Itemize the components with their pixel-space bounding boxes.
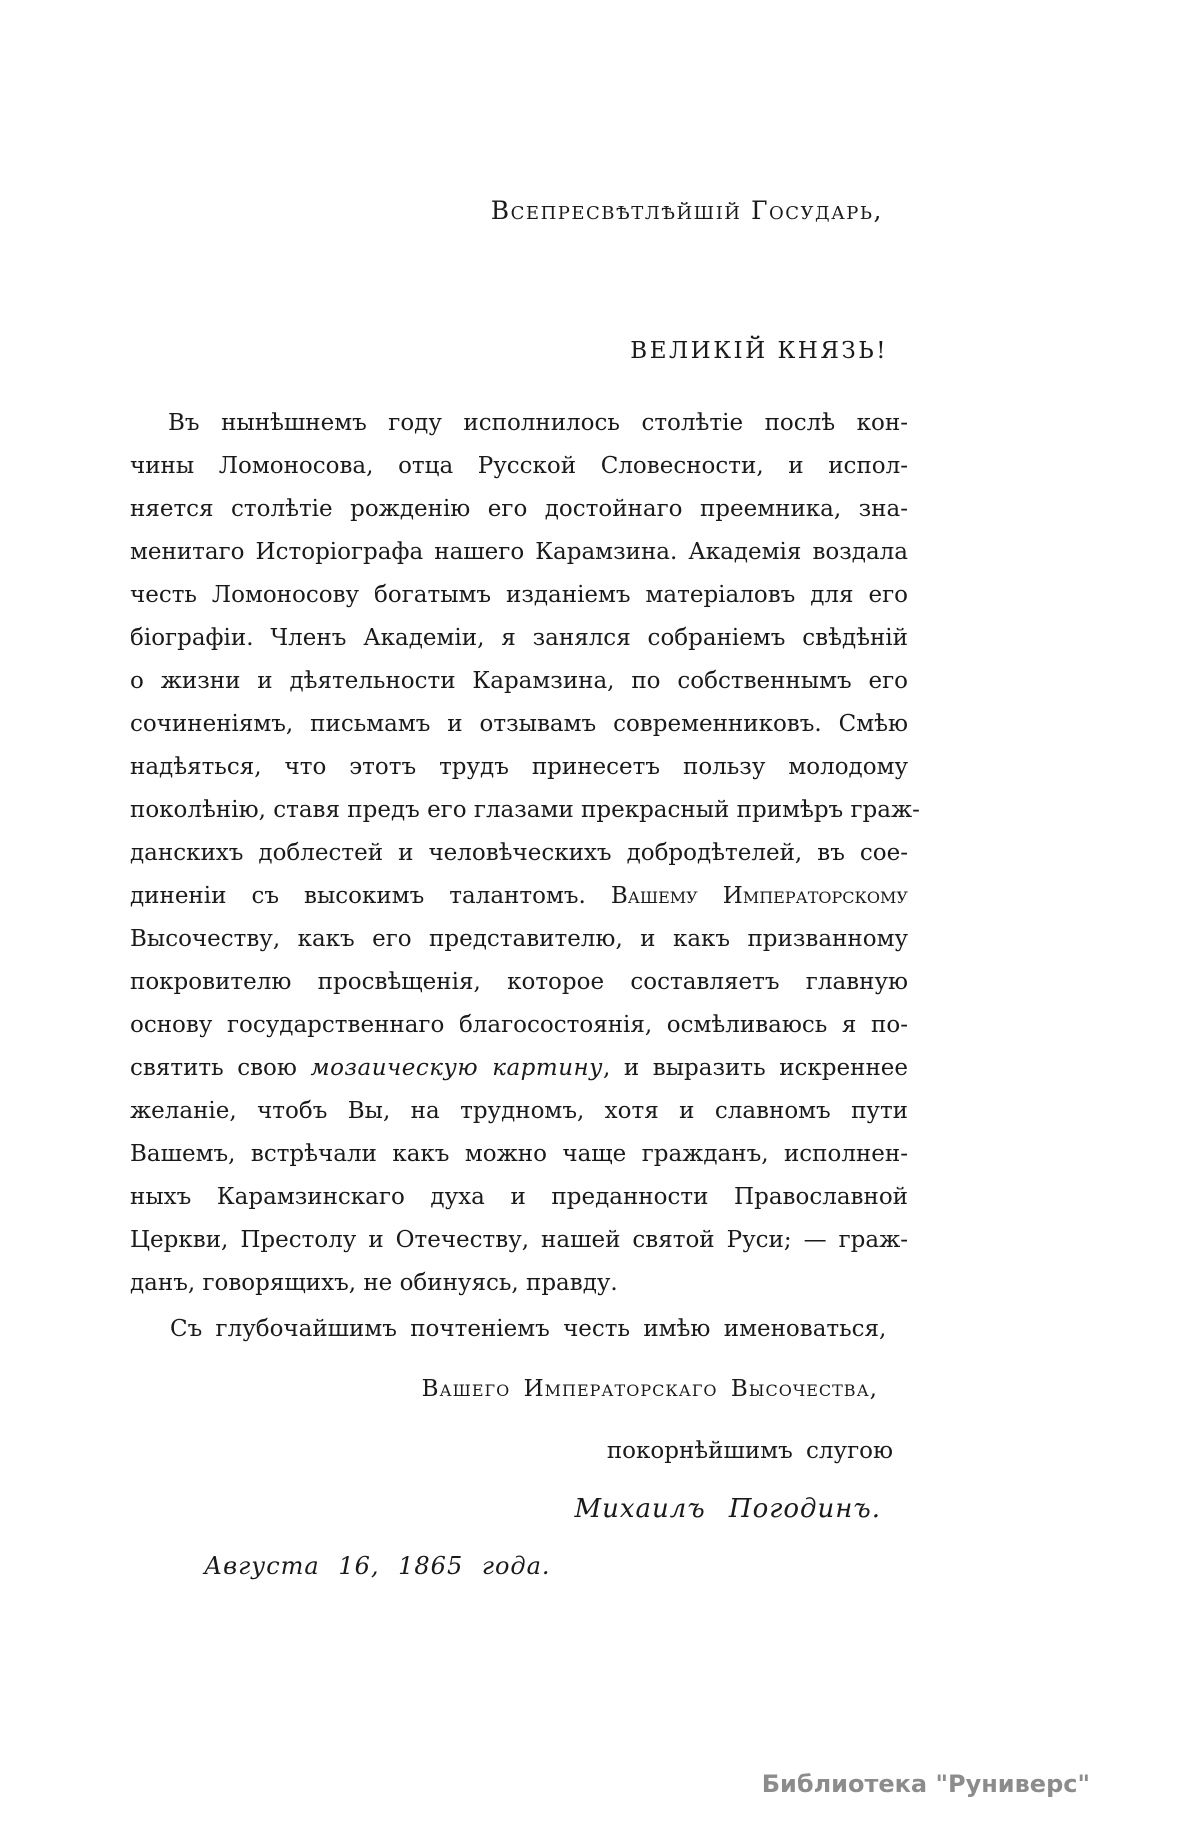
imperial-title-smallcaps: Вашему Императорскому: [610, 883, 908, 909]
paragraph-line: сочиненіямъ, письмамъ и отзывамъ современниковъ. Смѣю: [130, 711, 908, 737]
salutation-text: Всепресвѣтлѣйшій Государь,: [490, 196, 883, 225]
paragraph-line: честь Ломоносову богатымъ изданіемъ матеріаловъ для его: [130, 582, 908, 608]
paragraph-line-text: , и выразить искреннее: [603, 1055, 908, 1081]
closing-respect-line: Съ глубочайшимъ почтеніемъ честь имѣю именоваться,: [170, 1316, 887, 1342]
paragraph-line: данскихъ доблестей и человѣческихъ добродѣтелей, въ сое-: [130, 840, 908, 866]
paragraph-line: Вашемъ, встрѣчали какъ можно чаще гражданъ, исполнен-: [130, 1141, 908, 1167]
closing-humble-servant-line: покорнѣйшимъ слугою: [606, 1438, 893, 1464]
library-watermark: Библиотека "Руниверс": [761, 1770, 1090, 1798]
paragraph-line: чины Ломоносова, отца Русской Словесности, и испол-: [130, 453, 908, 479]
date-line: Августа 16, 1865 года.: [204, 1552, 551, 1580]
paragraph-line: Высочеству, какъ его представителю, и какъ призванному: [130, 926, 908, 952]
dedication-paragraph: [130, 402, 920, 1305]
paragraph-line: основу государственнаго благосостоянія, осмѣливаюсь я по-: [130, 1012, 908, 1038]
paragraph-line: менитаго Исторіографа нашего Карамзина. Академія воздала: [130, 539, 908, 565]
italic-phrase-mosaic-picture: мозаическую картину: [310, 1055, 603, 1081]
salutation-line: [130, 196, 908, 225]
paragraph-line: желаніе, чтобъ Вы, на трудномъ, хотя и славномъ пути: [130, 1098, 908, 1124]
author-signature: Михаилъ Погодинъ.: [574, 1494, 881, 1524]
paragraph-line: о жизни и дѣятельности Карамзина, по собственнымъ его: [130, 668, 908, 694]
paragraph-line: [130, 1047, 908, 1090]
paragraph-line: біографіи. Членъ Академіи, я занялся собраніемъ свѣдѣній: [130, 625, 908, 651]
paragraph-line-text: святить свою: [130, 1055, 311, 1081]
paragraph-line: Церкви, Престолу и Отечеству, нашей святой Руси; — граж-: [130, 1227, 908, 1253]
closing-imperial-highness-line: Вашего Императорскаго Высочества,: [421, 1376, 878, 1402]
paragraph-line: поколѣнію, ставя предъ его глазами прекрасный примѣръ граж-: [130, 797, 920, 823]
paragraph-line: надѣяться, что этотъ трудъ принесетъ пользу молодому: [130, 754, 908, 780]
paragraph-line: ныхъ Карамзинскаго духа и преданности Православной: [130, 1184, 908, 1210]
paragraph-line: Въ нынѣшнемъ году исполнилось столѣтіе послѣ кон-: [168, 410, 908, 436]
paragraph-line-text: диненіи съ высокимъ талантомъ.: [130, 883, 611, 909]
paragraph-line: [130, 875, 908, 918]
paragraph-line: данъ, говорящихъ, не обинуясь, правду.: [130, 1270, 618, 1296]
address-line: ВЕЛИКІЙ КНЯЗЬ!: [630, 338, 888, 364]
paragraph-line: няется столѣтіе рожденію его достойнаго преемника, зна-: [130, 496, 908, 522]
paragraph-line: покровителю просвѣщенія, которое составляетъ главную: [130, 969, 908, 995]
